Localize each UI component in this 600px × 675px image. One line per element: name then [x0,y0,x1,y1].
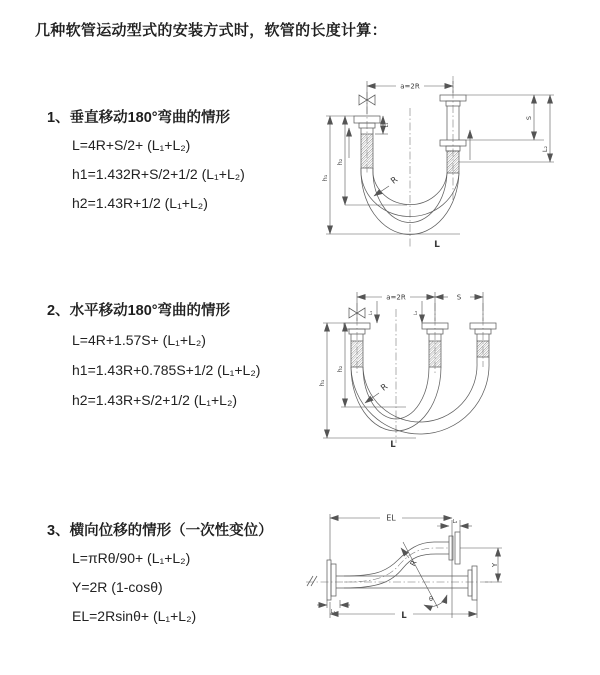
dim-label-l2: L₂ [414,310,419,316]
formula-line: L=πRθ/90+ (L₁+L₂) [72,550,191,566]
section-1-formulas [72,131,245,218]
s-curve-hose-displaced [344,532,460,588]
construction-lines [401,520,452,618]
formula-line: Y=2R (1-cosθ) [72,579,163,595]
hose-braid [351,341,363,367]
dim-label-el: EL [386,513,396,523]
diagram-lateral-displacement [300,506,506,628]
formula-line: h1=1.432R+S/2+1/2 (L₁+L₂) [72,166,245,182]
dim-label-y: Y [491,562,499,568]
diagram-horizontal-180-bend [308,283,562,451]
page-title: 几种软管运动型式的安装方式时，软管的长度计算： [35,22,387,39]
dim-label-h2: h₂ [336,158,344,166]
radius-label: R [389,175,401,187]
dim-label-s: S [525,115,533,121]
centerline-break-mark [307,576,317,586]
hose-braid [429,341,441,367]
dim-label-s: S [456,293,462,302]
section-2-heading: 2、水平移动180°弯曲的情形 [47,303,231,319]
dim-label-span: a=2R [400,82,420,91]
middle-pipe-assembly [422,323,448,367]
section-2-formulas [72,325,260,415]
formula-line: h2=1.43R+1/2 (L₁+L₂) [72,195,208,211]
section-3-formulas [72,544,196,631]
formula-line: h1=1.43R+0.785S+1/2 (L₁+L₂) [72,362,261,378]
straight-pipe-original-position [344,566,477,600]
hose-braid [447,151,459,173]
section-3-heading: 3、横向位移的情形（一次性变位） [47,523,273,539]
dim-label-l1: L₁ [384,122,390,128]
hose-braid [477,341,489,357]
dim-label-span: a=2R [386,293,406,302]
formula-line: EL=2Rsinθ+ (L₁+L₂) [72,608,197,624]
dim-label-l2: L₂ [452,519,458,525]
formula-line: L=4R+S/2+ (L₁+L₂) [72,137,191,153]
length-label: L [390,440,396,450]
radius-label: R [408,558,419,568]
hose-braid [361,134,373,168]
dim-label-h1: h₁ [321,174,329,182]
diagram-vertical-180-bend [312,70,560,254]
left-flange [327,560,344,600]
length-label: L [401,611,407,621]
dim-label-l1: L₁ [369,310,374,316]
left-pipe-assembly [344,323,370,367]
right-pipe-assembly [470,323,496,363]
dim-label-l1: L₁ [330,609,336,615]
dim-label-h2: h₂ [336,365,344,373]
angle-label: θ [429,595,433,603]
radius-label: R [379,382,391,394]
dimension-lines [323,292,483,438]
length-label: L [434,240,440,250]
section-1-heading: 1、垂直移动180°弯曲的情形 [47,110,231,126]
dim-label-h1: h₁ [318,379,326,387]
formula-line: h2=1.43R+S/2+1/2 (L₁+L₂) [72,392,238,408]
formula-line: L=4R+1.57S+ (L₁+L₂) [72,332,206,348]
dim-label-l2: L₂ [541,145,549,153]
